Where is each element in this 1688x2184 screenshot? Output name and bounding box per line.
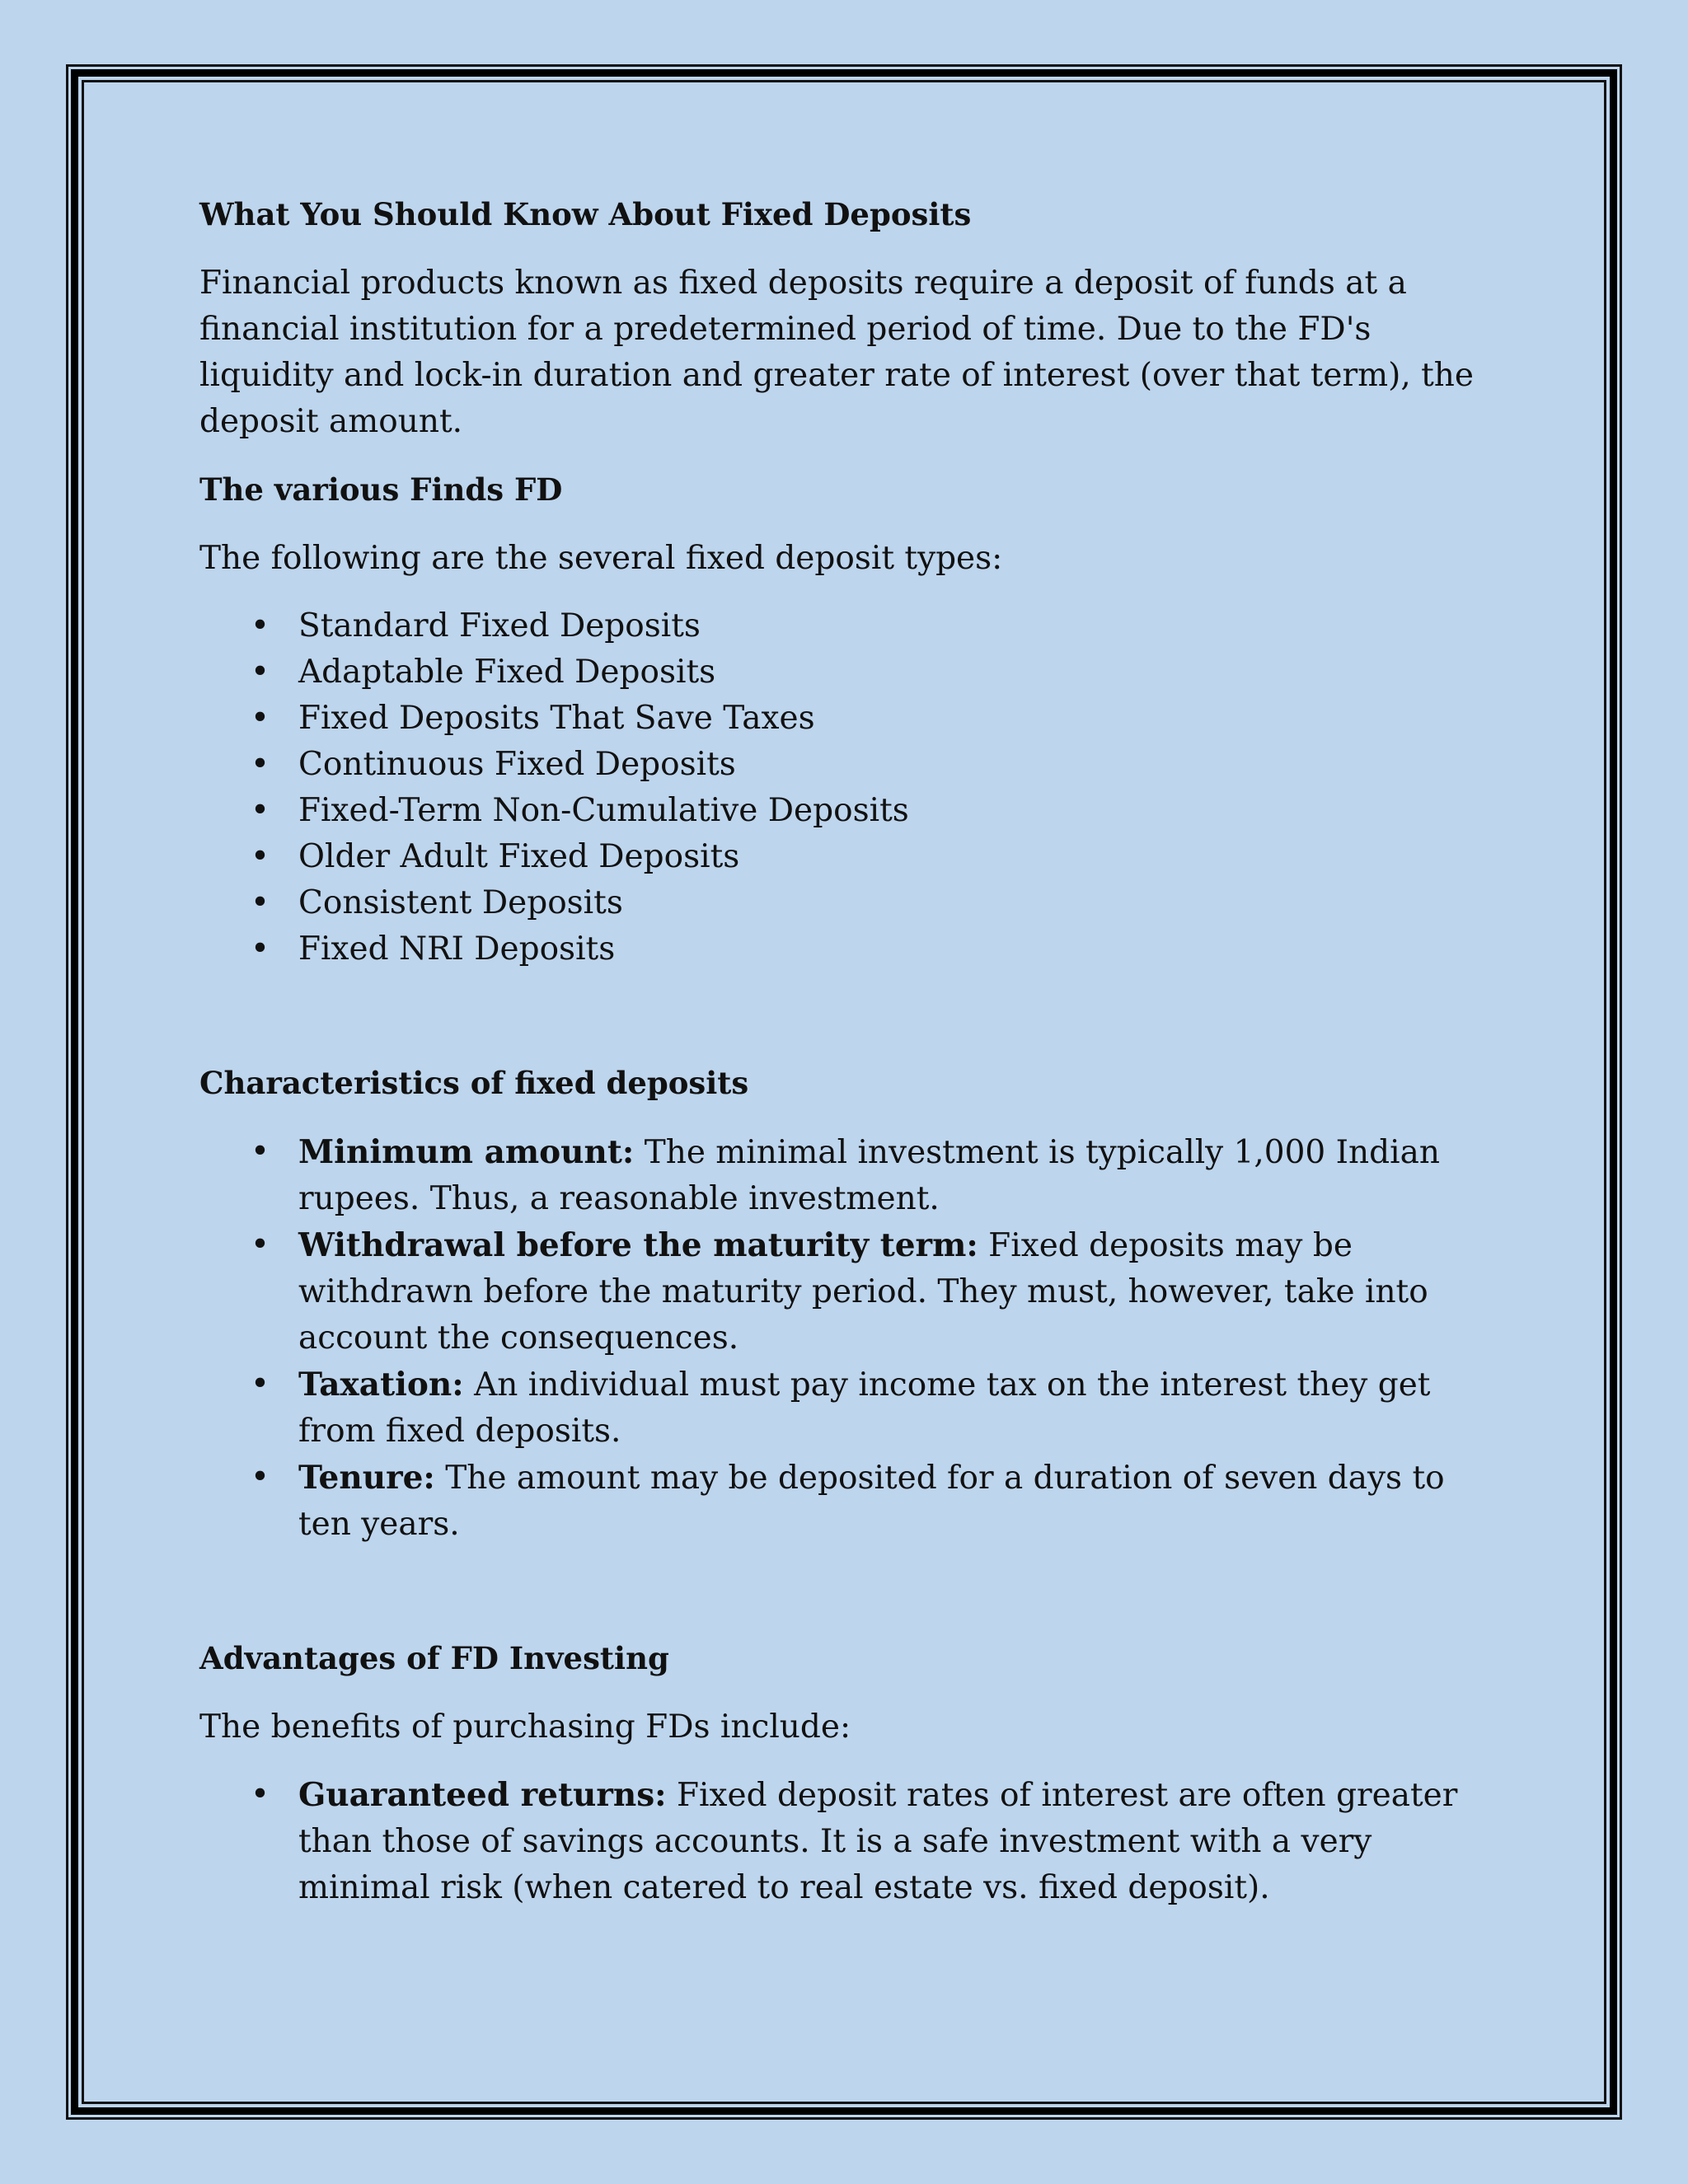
bullet-icon: • bbox=[251, 930, 270, 968]
heading-fixed-deposits: What You Should Know About Fixed Deposits bbox=[199, 196, 972, 232]
bullet-icon: • bbox=[251, 654, 270, 691]
item-text: Fixed deposits may be withdrawn before the maturity period. They must, however, take into account the consequences. bbox=[298, 1227, 1428, 1357]
bullet-icon: • bbox=[251, 1133, 270, 1170]
list-item: • Adaptable Fixed Deposits bbox=[199, 649, 1502, 696]
list-item: • Fixed Deposits That Save Taxes bbox=[199, 696, 1502, 742]
item-term: Minimum amount: bbox=[298, 1133, 635, 1171]
list-item bbox=[199, 1772, 1502, 1911]
item-term: Guaranteed returns: bbox=[298, 1776, 667, 1814]
bullet-icon: • bbox=[251, 746, 270, 783]
paragraph-benefits-intro: The benefits of purchasing FDs include: bbox=[199, 1708, 851, 1746]
item-term: Withdrawal before the maturity term: bbox=[298, 1226, 978, 1264]
item-text: Fixed deposit rates of interest are often greater than those of savings accounts. It is a safe investment with a very minimal risk (when catered to real estate vs. fixed deposit). bbox=[298, 1777, 1458, 1906]
bullet-icon: • bbox=[251, 1776, 270, 1813]
list-item: • Continuous Fixed Deposits bbox=[199, 742, 1502, 788]
fd-types-list bbox=[199, 603, 1502, 972]
bullet-icon: • bbox=[251, 1226, 270, 1263]
list-item: • Standard Fixed Deposits bbox=[199, 603, 1502, 649]
heading-fd-types: The various Finds FD bbox=[199, 471, 563, 508]
heading-advantages: Advantages of FD Investing bbox=[199, 1640, 669, 1676]
item-term: Tenure: bbox=[298, 1459, 435, 1497]
paragraph-types-intro: The following are the several fixed deposit types: bbox=[199, 540, 1003, 577]
bullet-icon: • bbox=[251, 1366, 270, 1403]
heading-characteristics: Characteristics of fixed deposits bbox=[199, 1065, 749, 1101]
paragraph-intro: Financial products known as fixed deposits require a deposit of funds at a financial institution for a predetermined period of time. Due to the FD's liquidity and lock-in duration and greater rate of interest (over that term), the deposit amount. bbox=[199, 265, 1474, 440]
bullet-icon: • bbox=[251, 1459, 270, 1496]
item-text: An individual must pay income tax on the interest they get from fixed deposits. bbox=[298, 1366, 1431, 1450]
item-text: The minimal investment is typically 1,000 Indian rupees. Thus, a reasonable investment. bbox=[298, 1134, 1440, 1217]
list-item bbox=[199, 1361, 1502, 1455]
bullet-icon: • bbox=[251, 884, 270, 921]
list-item: • Fixed-Term Non-Cumulative Deposits bbox=[199, 788, 1502, 834]
document-content bbox=[199, 191, 1502, 1911]
list-item bbox=[199, 1455, 1502, 1548]
advantages-list bbox=[199, 1772, 1502, 1911]
list-item: • Fixed NRI Deposits bbox=[199, 926, 1502, 972]
list-item bbox=[199, 1222, 1502, 1361]
bullet-icon: • bbox=[251, 607, 270, 644]
list-item: • Older Adult Fixed Deposits bbox=[199, 834, 1502, 880]
bullet-icon: • bbox=[251, 700, 270, 737]
item-term: Taxation: bbox=[298, 1366, 464, 1404]
bullet-icon: • bbox=[251, 792, 270, 829]
list-item: • Consistent Deposits bbox=[199, 880, 1502, 926]
bullet-icon: • bbox=[251, 838, 270, 875]
list-item bbox=[199, 1129, 1502, 1222]
item-text: The amount may be deposited for a duration of seven days to ten years. bbox=[298, 1460, 1445, 1543]
characteristics-list bbox=[199, 1129, 1502, 1548]
